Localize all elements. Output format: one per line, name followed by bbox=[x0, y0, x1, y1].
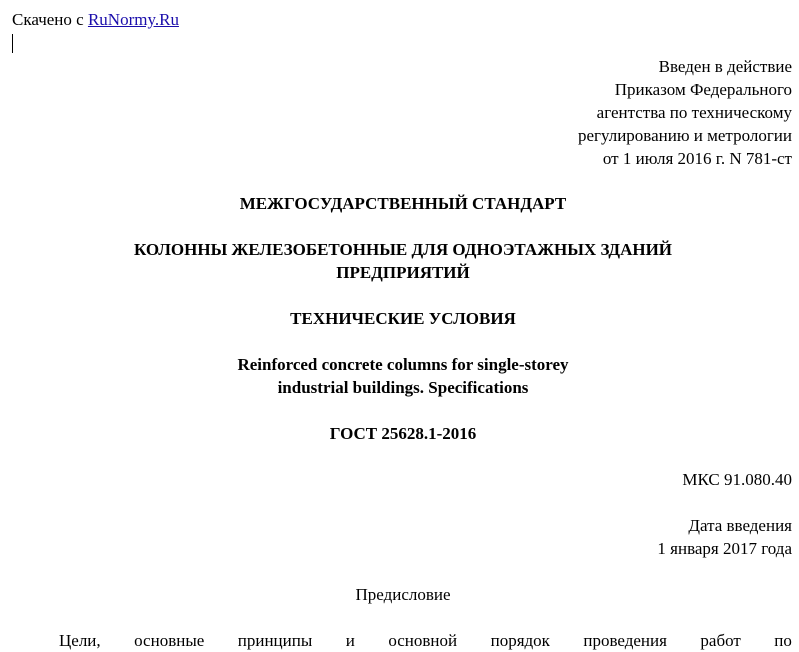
english-title-line-1: Reinforced concrete columns for single-storey bbox=[237, 355, 569, 374]
foreword-word: по bbox=[774, 631, 792, 650]
intro-date-label: Дата введения bbox=[688, 516, 792, 535]
enactment-line-4: регулированию и метрологии bbox=[577, 126, 792, 145]
mks-code: МКС 91.080.40 bbox=[682, 470, 792, 489]
foreword-word: основной bbox=[388, 631, 458, 650]
english-title-line-2: industrial buildings. Specifications bbox=[277, 378, 529, 397]
intro-date-value: 1 января 2017 года bbox=[657, 539, 792, 558]
foreword-word: работ bbox=[700, 631, 741, 650]
foreword-word: принципы bbox=[237, 631, 313, 650]
foreword-word: проведения bbox=[583, 631, 667, 650]
text-cursor bbox=[12, 34, 13, 53]
enactment-line-5: от 1 июля 2016 г. N 781-ст bbox=[602, 149, 792, 168]
download-source-line bbox=[12, 9, 179, 31]
enactment-line-1: Введен в действие bbox=[658, 57, 792, 76]
enactment-line-3: агентства по техническому bbox=[596, 103, 792, 122]
foreword-word: Цели, bbox=[59, 631, 101, 650]
standard-type-heading: МЕЖГОСУДАРСТВЕННЫЙ СТАНДАРТ bbox=[239, 194, 567, 213]
foreword-word: и bbox=[345, 631, 355, 650]
standard-subtitle: ТЕХНИЧЕСКИЕ УСЛОВИЯ bbox=[290, 309, 516, 328]
foreword-word: порядок bbox=[490, 631, 550, 650]
standard-title-line-1: КОЛОННЫ ЖЕЛЕЗОБЕТОННЫЕ ДЛЯ ОДНОЭТАЖНЫХ ЗДАНИЙ bbox=[133, 240, 673, 259]
standard-code: ГОСТ 25628.1-2016 bbox=[329, 424, 477, 443]
foreword-first-line bbox=[59, 630, 792, 652]
standard-title-line-2: ПРЕДПРИЯТИЙ bbox=[336, 263, 470, 282]
foreword-word: основные bbox=[134, 631, 205, 650]
runormy-link[interactable]: RuNormy.Ru bbox=[87, 10, 179, 29]
download-source-prefix: Скачено с bbox=[12, 10, 84, 29]
enactment-line-2: Приказом Федерального bbox=[614, 80, 792, 99]
foreword-heading: Предисловие bbox=[355, 585, 451, 604]
